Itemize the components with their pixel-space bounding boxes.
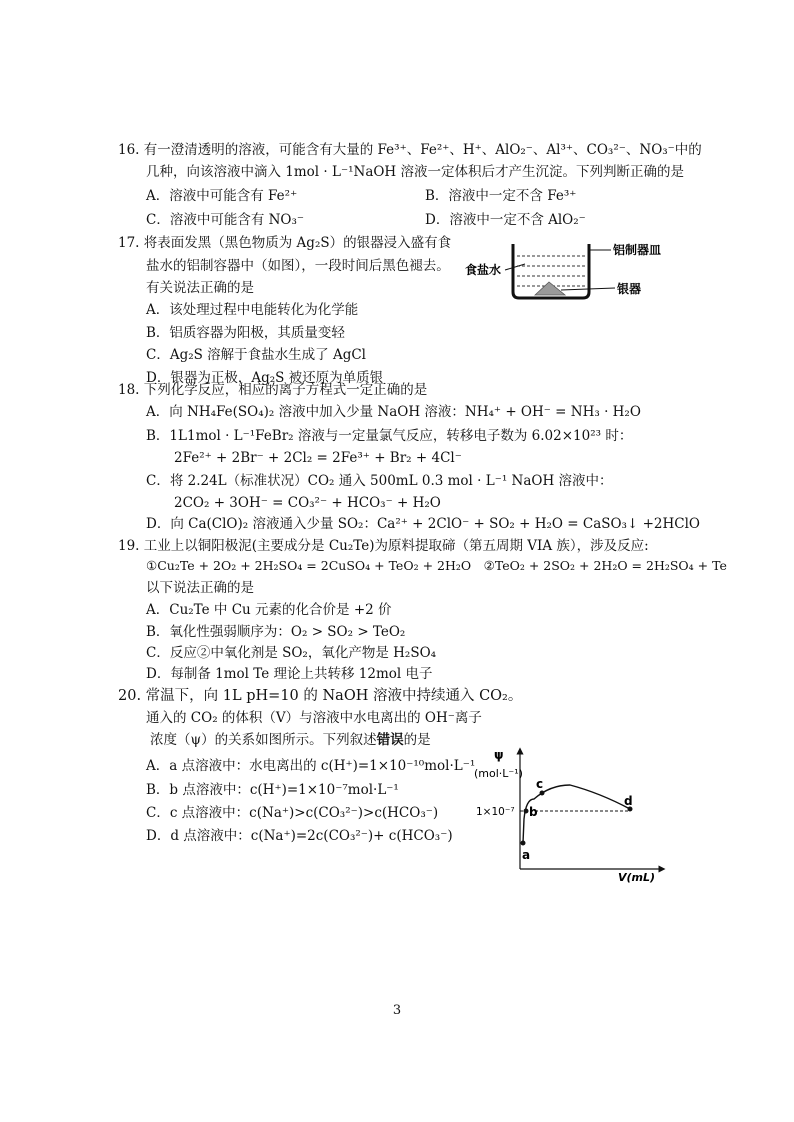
q16-option-c: C．溶液中可能含有 NO₃⁻ — [146, 212, 305, 228]
x-axis-label: V(mL) — [618, 871, 656, 883]
q20-stem-line2: 通入的 CO₂ 的体积（V）与溶液中水电离出的 OH⁻离子 — [146, 710, 482, 726]
point-b — [524, 809, 529, 814]
label-c: c — [536, 777, 544, 791]
q20-option-b: B．b 点溶液中：c(H⁺)=1×10⁻⁷mol·L⁻¹ — [146, 782, 399, 798]
q17-option-a: A．该处理过程中电能转化为化学能 — [146, 302, 359, 318]
q16-stem-line2: 几种，向该溶液中滴入 1mol · L⁻¹NaOH 溶液一定体积后才产生沉淀。下列判断正确的是 — [146, 164, 684, 180]
q17-option-d: D．银器为正极，Ag₂S 被还原为单质银 — [146, 370, 384, 386]
q18-stem: 18. 下列化学反应，相应的离子方程式一定正确的是 — [118, 382, 428, 398]
q20-emphasis-wrong: 错误 — [376, 732, 404, 748]
y-reference-value: 1×10⁻⁷ — [476, 806, 515, 818]
psi-curve — [523, 785, 630, 843]
q16-stem-line1: 16. 有一澄清透明的溶液，可能含有大量的 Fe³⁺、Fe²⁺、H⁺、AlO₂⁻、Al³⁺、CO₃²⁻、NO₃⁻中的 — [118, 142, 702, 158]
label-aluminum-container: 铝制器皿 — [613, 243, 662, 257]
page-number: 3 — [392, 1003, 402, 1018]
q18-option-a: A．向 NH₄Fe(SO₄)₂ 溶液中加入少量 NaOH 溶液：NH₄⁺ + OH⁻ = NH₃ · H₂O — [146, 404, 641, 420]
y-axis-symbol: ψ — [494, 748, 504, 762]
label-silver-ware: 银器 — [617, 282, 642, 296]
label-d: d — [624, 794, 633, 808]
point-a — [521, 841, 526, 846]
q20-stem-line3-part2: 的是 — [403, 732, 431, 748]
q17-option-c: C．Ag₂S 溶解于食盐水生成了 AgCl — [146, 347, 367, 363]
silver-ware-shape — [535, 282, 565, 295]
q18-option-c: C．将 2.24L（标准状况）CO₂ 通入 500mL 0.3 mol · L⁻¹ NaOH 溶液中： — [146, 473, 613, 489]
q18-option-b-equation: 2Fe²⁺ + 2Br⁻ + 2Cl₂ = 2Fe³⁺ + Br₂ + 4Cl⁻ — [174, 450, 462, 466]
q17-stem-line2: 盐水的铝制容器中（如图），一段时间后黑色褪去。 — [146, 258, 450, 274]
q16-option-d: D．溶液中一定不含 AlO₂⁻ — [425, 212, 586, 228]
q16-option-b: B．溶液中一定不含 Fe³⁺ — [425, 188, 577, 204]
point-c — [540, 791, 545, 796]
q16-option-a: A．溶液中可能含有 Fe²⁺ — [146, 188, 298, 204]
q19-reactions: ①Cu₂Te + 2O₂ + 2H₂SO₄ = 2CuSO₄ + TeO₂ + 2H₂O ②TeO₂ + 2SO₂ + 2H₂O = 2H₂SO₄ + Te — [146, 558, 727, 573]
q18-option-b: B．1L1mol · L⁻¹FeBr₂ 溶液与一定量氯气反应，转移电子数为 6.02×10²³ 时： — [146, 428, 633, 444]
q18-option-c-equation: 2CO₂ + 3OH⁻ = CO₃²⁻ + HCO₃⁻ + H₂O — [174, 495, 441, 511]
q20-stem-line3-part1: 浓度（ψ）的关系如图所示。下列叙述 — [150, 732, 377, 748]
q20-stem-line1: 20. 常温下，向 1L pH=10 的 NaOH 溶液中持续通入 CO₂。 — [118, 688, 523, 704]
y-axis-unit: (mol·L⁻¹) — [474, 767, 523, 780]
q17-stem-line3: 有关说法正确的是 — [146, 280, 254, 296]
q20-option-a: A．a 点溶液中：水电离出的 c(H⁺)=1×10⁻¹⁰mol·L⁻¹ — [146, 758, 476, 774]
q20-option-d: D．d 点溶液中：c(Na⁺)=2c(CO₃²⁻)+ c(HCO₃⁻) — [146, 828, 453, 844]
q18-option-d: D．向 Ca(ClO)₂ 溶液通入少量 SO₂：Ca²⁺ + 2ClO⁻ + SO₂ + H₂O = CaSO₃↓ +2HClO — [146, 516, 700, 532]
q19-stem-line1: 19. 工业上以铜阳极泥(主要成分是 Cu₂Te)为原料提取碲（第五周期 VIA 族），涉及反应: — [118, 538, 649, 554]
q19-stem-line3: 以下说法正确的是 — [146, 580, 254, 596]
q20-graph — [470, 745, 670, 883]
q17-option-b: B．铝质容器为阳极，其质量变轻 — [146, 325, 345, 341]
label-a: a — [522, 848, 531, 862]
q19-option-a: A．Cu₂Te 中 Cu 元素的化合价是 +2 价 — [146, 602, 392, 618]
q19-option-d: D．每制备 1mol Te 理论上共转移 12mol 电子 — [146, 666, 433, 682]
q20-stem-line3 — [150, 731, 431, 749]
q17-stem-line1: 17. 将表面发黑（黑色物质为 Ag₂S）的银器浸入盛有食 — [118, 235, 452, 251]
q20-option-c: C．c 点溶液中：c(Na⁺)>c(CO₃²⁻)>c(HCO₃⁻) — [146, 805, 439, 821]
label-salt-water: 食盐水 — [465, 263, 502, 277]
label-b: b — [529, 805, 538, 819]
q19-option-c: C．反应②中氧化剂是 SO₂，氧化产物是 H₂SO₄ — [146, 645, 437, 661]
aluminum-container-figure — [465, 238, 685, 310]
q19-option-b: B．氧化性强弱顺序为：O₂ > SO₂ > TeO₂ — [146, 624, 406, 640]
